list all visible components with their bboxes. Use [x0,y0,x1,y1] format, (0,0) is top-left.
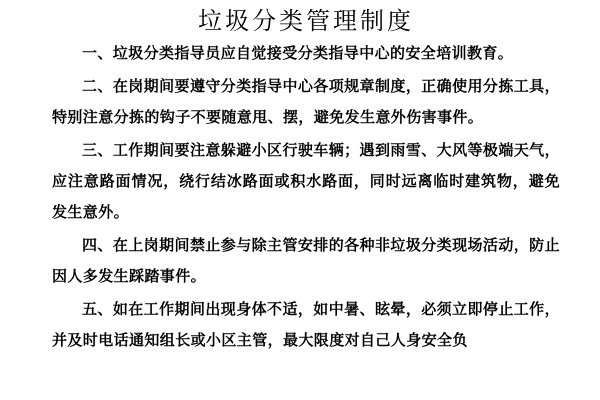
document-title: 垃圾分类管理制度 [198,7,414,35]
paragraph-4: 四、在上岗期间禁止参与除主管安排的各种非垃圾分类现场活动，防止因人多发生踩踏事件。 [52,236,560,285]
paragraph-5: 五、如在工作期间出现身体不适，如中暑、眩晕，必须立即停止工作，并及时电话通知组长或小区主管，最大限度对自己人身安全负 [52,300,560,349]
paragraph-2: 二、在岗期间要遵守分类指导中心各项规章制度，正确使用分拣工具，特别注意分拣的钩子不要随意甩、摆，避免发生意外伤害事件。 [52,77,560,126]
paragraph-3: 三、工作期间要注意躲避小区行驶车辆；遇到雨雪、大风等极端天气，应注意路面情况，绕行结冰路面或积水路面，同时远离临时建筑物，避免发生意外。 [52,141,560,221]
paragraph-1: 一、垃圾分类指导员应自觉接受分类指导中心的安全培训教育。 [82,44,514,62]
